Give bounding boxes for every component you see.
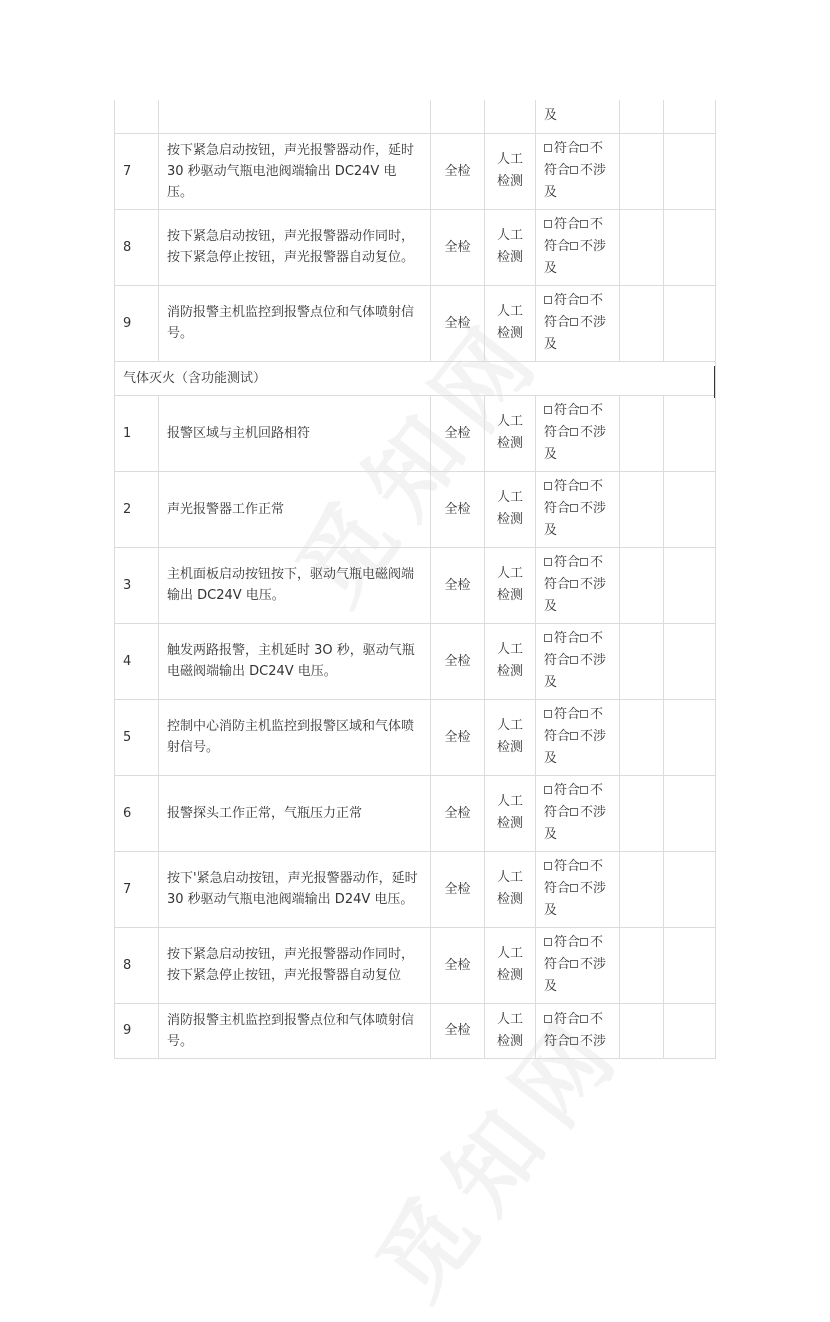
remark-cell bbox=[620, 1003, 664, 1058]
result-checkbox[interactable] bbox=[580, 406, 588, 414]
result-checkbox[interactable] bbox=[580, 786, 588, 794]
remark-cell bbox=[620, 471, 664, 547]
result-checkbox[interactable] bbox=[570, 808, 578, 816]
table-row bbox=[115, 851, 716, 927]
result-checkbox[interactable] bbox=[580, 862, 588, 870]
row-number: 8 bbox=[115, 209, 159, 285]
inspection-method: 人工检测 bbox=[485, 623, 536, 699]
result-checkbox[interactable] bbox=[544, 634, 552, 642]
result-checkbox[interactable] bbox=[570, 166, 578, 174]
signature-cell bbox=[664, 547, 716, 623]
row-number: 8 bbox=[115, 927, 159, 1003]
inspection-scope: 全检 bbox=[431, 775, 485, 851]
row-number: 4 bbox=[115, 623, 159, 699]
result-cell bbox=[536, 100, 620, 133]
table-row bbox=[115, 547, 716, 623]
remark-cell bbox=[620, 623, 664, 699]
signature-cell bbox=[664, 285, 716, 361]
inspection-method: 人工检测 bbox=[485, 133, 536, 209]
remark-cell bbox=[620, 775, 664, 851]
result-checkbox[interactable] bbox=[570, 960, 578, 968]
result-na-tail: 及 bbox=[544, 108, 558, 124]
inspection-scope: 全检 bbox=[431, 1003, 485, 1058]
result-cell: 符合 不符合 不涉及 bbox=[536, 285, 620, 361]
section-header-row bbox=[115, 361, 716, 395]
inspection-scope: 全检 bbox=[431, 133, 485, 209]
inspection-item: 按下紧急启动按钮，声光报警器动作，延时 30 秒驱动气瓶电池阀端输出 DC24V 电压。 bbox=[159, 133, 431, 209]
inspection-item: 报警探头工作正常，气瓶压力正常 bbox=[159, 775, 431, 851]
result-checkbox[interactable] bbox=[570, 318, 578, 326]
result-cell: 符合 不符合 不涉及 bbox=[536, 133, 620, 209]
row-number: 1 bbox=[115, 395, 159, 471]
result-checkbox[interactable] bbox=[544, 406, 552, 414]
signature-cell bbox=[664, 395, 716, 471]
result-checkbox[interactable] bbox=[544, 710, 552, 718]
result-checkbox[interactable] bbox=[544, 1015, 552, 1023]
signature-cell bbox=[664, 699, 716, 775]
result-cell: 符合 不符合 不涉及 bbox=[536, 851, 620, 927]
inspection-method: 人工检测 bbox=[485, 209, 536, 285]
result-checkbox[interactable] bbox=[570, 656, 578, 664]
remark-cell bbox=[620, 395, 664, 471]
result-cell: 符合 不符合 不涉及 bbox=[536, 395, 620, 471]
result-checkbox[interactable] bbox=[544, 558, 552, 566]
remark-cell bbox=[620, 133, 664, 209]
result-checkbox[interactable] bbox=[580, 1015, 588, 1023]
result-cell: 符合 不符合 不涉及 bbox=[536, 547, 620, 623]
inspection-item: 触发两路报警，主机延时 3O 秒，驱动气瓶电磁阀端输出 DC24V 电压。 bbox=[159, 623, 431, 699]
inspection-scope: 全检 bbox=[431, 285, 485, 361]
remark-cell bbox=[620, 699, 664, 775]
table-row bbox=[115, 285, 716, 361]
result-checkbox[interactable] bbox=[570, 732, 578, 740]
table-row bbox=[115, 133, 716, 209]
result-checkbox[interactable] bbox=[580, 938, 588, 946]
result-cell: 符合 不符合 不涉 bbox=[536, 1003, 620, 1058]
section-title: 气体灭火（含功能测试） bbox=[115, 361, 716, 395]
result-cell: 符合 不符合 不涉及 bbox=[536, 623, 620, 699]
inspection-method: 人工检测 bbox=[485, 395, 536, 471]
inspection-item: 按下紧急启动按钮，声光报警器动作同时，按下紧急停止按钮，声光报警器自动复位。 bbox=[159, 209, 431, 285]
inspection-table bbox=[114, 100, 716, 1059]
signature-cell bbox=[664, 927, 716, 1003]
signature-cell bbox=[664, 209, 716, 285]
remark-cell bbox=[620, 851, 664, 927]
inspection-item: 消防报警主机监控到报警点位和气体喷射信号。 bbox=[159, 1003, 431, 1058]
result-cell: 符合 不符合 不涉及 bbox=[536, 775, 620, 851]
signature-cell bbox=[664, 133, 716, 209]
row-number: 6 bbox=[115, 775, 159, 851]
signature-cell bbox=[664, 1003, 716, 1058]
result-checkbox[interactable] bbox=[580, 220, 588, 228]
result-checkbox[interactable] bbox=[570, 242, 578, 250]
remark-cell bbox=[620, 209, 664, 285]
inspection-method: 人工检测 bbox=[485, 547, 536, 623]
inspection-scope: 全检 bbox=[431, 623, 485, 699]
inspection-scope: 全检 bbox=[431, 699, 485, 775]
result-checkbox[interactable] bbox=[544, 862, 552, 870]
inspection-item: 消防报警主机监控到报警点位和气体喷射信号。 bbox=[159, 285, 431, 361]
result-checkbox[interactable] bbox=[544, 220, 552, 228]
inspection-item: 按下'紧急启动按钮，声光报警器动作，延时 30 秒驱动气瓶电池阀端输出 D24V 电压。 bbox=[159, 851, 431, 927]
inspection-scope: 全检 bbox=[431, 395, 485, 471]
row-number: 3 bbox=[115, 547, 159, 623]
inspection-scope: 全检 bbox=[431, 209, 485, 285]
inspection-method: 人工检测 bbox=[485, 699, 536, 775]
table-row bbox=[115, 1003, 716, 1058]
table-row bbox=[115, 209, 716, 285]
result-cell: 符合 不符合 不涉及 bbox=[536, 471, 620, 547]
result-cell: 符合 不符合 不涉及 bbox=[536, 699, 620, 775]
result-checkbox[interactable] bbox=[580, 296, 588, 304]
inspection-item: 主机面板启动按钮按下，驱动气瓶电磁阀端输出 DC24V 电压。 bbox=[159, 547, 431, 623]
inspection-item: 按下紧急启动按钮，声光报警器动作同时，按下紧急停止按钮，声光报警器自动复位 bbox=[159, 927, 431, 1003]
inspection-scope: 全检 bbox=[431, 547, 485, 623]
table-row bbox=[115, 927, 716, 1003]
remark-cell bbox=[620, 547, 664, 623]
result-checkbox[interactable] bbox=[570, 884, 578, 892]
inspection-scope: 全检 bbox=[431, 927, 485, 1003]
inspection-scope: 全检 bbox=[431, 851, 485, 927]
result-cell: 符合 不符合 不涉及 bbox=[536, 927, 620, 1003]
inspection-item: 控制中心消防主机监控到报警区域和气体喷射信号。 bbox=[159, 699, 431, 775]
result-checkbox[interactable] bbox=[570, 1037, 578, 1045]
inspection-method: 人工检测 bbox=[485, 1003, 536, 1058]
remark-cell bbox=[620, 285, 664, 361]
signature-cell bbox=[664, 623, 716, 699]
result-checkbox[interactable] bbox=[580, 634, 588, 642]
row-number: 2 bbox=[115, 471, 159, 547]
row-number: 9 bbox=[115, 1003, 159, 1058]
table-row bbox=[115, 471, 716, 547]
table-row bbox=[115, 623, 716, 699]
inspection-method: 人工检测 bbox=[485, 471, 536, 547]
inspection-method: 人工检测 bbox=[485, 927, 536, 1003]
row-number: 7 bbox=[115, 851, 159, 927]
inspection-method: 人工检测 bbox=[485, 775, 536, 851]
table-row bbox=[115, 395, 716, 471]
result-checkbox[interactable] bbox=[580, 558, 588, 566]
text-cursor bbox=[714, 366, 715, 398]
result-checkbox[interactable] bbox=[570, 428, 578, 436]
result-checkbox[interactable] bbox=[544, 786, 552, 794]
row-number: 5 bbox=[115, 699, 159, 775]
signature-cell bbox=[664, 775, 716, 851]
result-checkbox[interactable] bbox=[544, 144, 552, 152]
result-checkbox[interactable] bbox=[544, 296, 552, 304]
result-checkbox[interactable] bbox=[570, 580, 578, 588]
result-checkbox[interactable] bbox=[580, 144, 588, 152]
result-checkbox[interactable] bbox=[544, 938, 552, 946]
inspection-method: 人工检测 bbox=[485, 285, 536, 361]
inspection-scope: 全检 bbox=[431, 471, 485, 547]
table-row bbox=[115, 775, 716, 851]
table-row bbox=[115, 699, 716, 775]
result-checkbox[interactable] bbox=[580, 482, 588, 490]
result-cell: 符合 不符合 不涉及 bbox=[536, 209, 620, 285]
inspection-method: 人工检测 bbox=[485, 851, 536, 927]
signature-cell bbox=[664, 851, 716, 927]
result-checkbox[interactable] bbox=[570, 504, 578, 512]
table-row bbox=[115, 100, 716, 133]
row-number: 7 bbox=[115, 133, 159, 209]
inspection-item: 报警区域与主机回路相符 bbox=[159, 395, 431, 471]
result-checkbox[interactable] bbox=[544, 482, 552, 490]
signature-cell bbox=[664, 471, 716, 547]
inspection-item: 声光报警器工作正常 bbox=[159, 471, 431, 547]
remark-cell bbox=[620, 927, 664, 1003]
row-number: 9 bbox=[115, 285, 159, 361]
result-checkbox[interactable] bbox=[580, 710, 588, 718]
